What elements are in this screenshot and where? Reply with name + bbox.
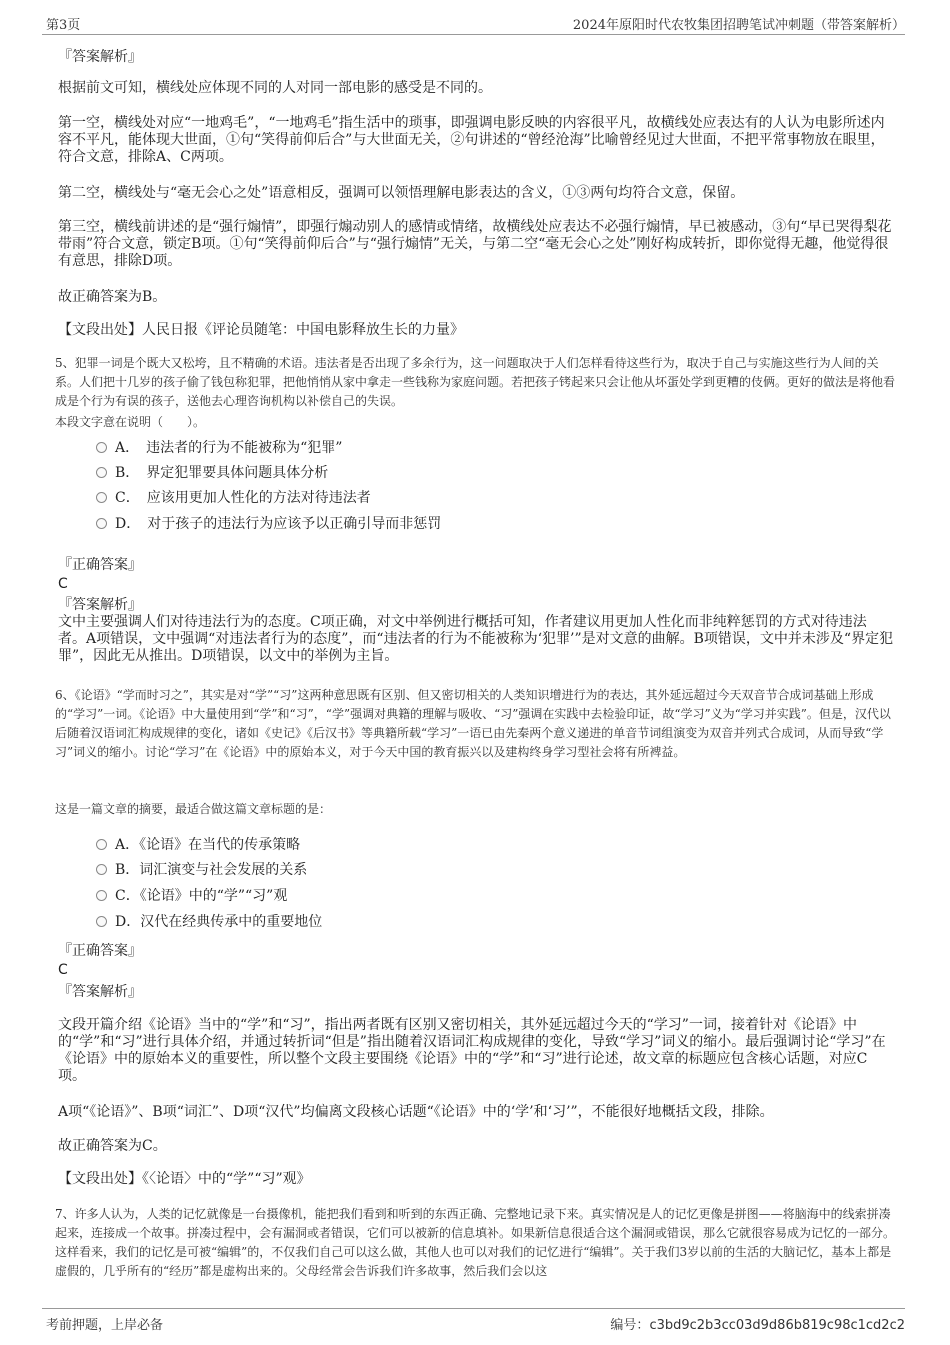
q6-answer-label: 『正确答案』 xyxy=(58,943,142,959)
page-header xyxy=(42,12,905,35)
radio-icon[interactable] xyxy=(96,839,107,850)
page-number: 第3页 xyxy=(46,18,81,33)
q6-source: 【文段出处】《〈论语〉中的“学”“习”观》 xyxy=(58,1171,311,1187)
radio-icon[interactable] xyxy=(96,492,107,503)
footer-slogan: 考前押题，上岸必备 xyxy=(46,1318,164,1333)
radio-icon[interactable] xyxy=(96,467,107,478)
q6-prompt: 这是一篇文章的摘要，最适合做这篇文章标题的是： xyxy=(55,802,332,816)
q4-analysis-p3: 第二空，横线处与“毫无会心之处”语意相反，强调可以领悟理解电影表达的含义，①③两句均符合文意，保留。 xyxy=(58,185,745,201)
radio-icon[interactable] xyxy=(96,890,107,901)
radio-icon[interactable] xyxy=(96,518,107,529)
q6-option-b[interactable]: B．词汇演变与社会发展的关系 xyxy=(96,861,307,879)
q4-analysis-p1: 根据前文可知，横线处应体现不同的人对同一部电影的感受是不同的。 xyxy=(58,80,492,96)
q5-analysis-label: 『答案解析』 xyxy=(58,597,142,613)
q4-analysis-p4: 第三空，横线前讲述的是“强行煽情”，即强行煽动别人的感情或情绪，故横线处应表达不必强行煽情，早已被感动，③句“早已哭得梨花带雨”符合文意，锁定B项。①句“笑得前仰后合”与“强行煽情”无关，与第二空“毫无会心之处”刚好构成转折，即你觉得无趣，他觉得很有意思，排除D项。 xyxy=(58,219,892,269)
q7-stem: 7、许多人认为，人类的记忆就像是一台摄像机，能把我们看到和听到的东西正确、完整地记录下来。真实情况是人的记忆更像是拼图——将脑海中的线索拼凑起来，连接成一个故事。拼凑过程中，会有漏洞或者错误，它们可以被新的信息填补。如果新信息很适合这个漏洞或错误，那么它就很容易成为记忆的一部分。这样看来，我们的记忆是可被“编辑”的，不仅我们自己可以这么做，其他人也可以对我们的记忆进行“编辑”。关于我们3岁以前的生活的大脑记忆，基本上都是虚假的，几乎所有的“经历”都是虚构出来的。父母经常会告诉我们许多故事，然后我们会以这 xyxy=(55,1207,896,1278)
footer-code-value: c3bd9c2b3cc03d9d86b819c98c1cd2c2 xyxy=(649,1318,905,1333)
q5-option-c[interactable]: C． 应该用更加人性化的方法对待违法者 xyxy=(96,489,371,507)
radio-icon[interactable] xyxy=(96,916,107,927)
q6-analysis-2: A项“《论语》”、B项“词汇”、D项“汉代”均偏离文段核心话题“《论语》中的‘学’和‘习’”，不能很好地概括文段，排除。 xyxy=(58,1104,774,1120)
footer-code xyxy=(610,1314,905,1333)
q5-stem: 5、犯罪一词是个既大又松垮，且不精确的术语。违法者是否出现了多余行为，这一问题取决于人们怎样看待这些行为，取决于自己与实施这些行为人间的关系。人们把十几岁的孩子偷了钱包称犯罪，把他悄悄从家中拿走一些钱称为家庭问题。若把孩子铐起来只会让他从坏蛋处学到更糟的伎俩。更好的做法是将他看成是个行为有误的孩子，送他去心理咨询机构以补偿自己的失误。 xyxy=(55,356,896,408)
q4-analysis-p2: 第一空，横线处对应“一地鸡毛”，“一地鸡毛”指生活中的琐事，即强调电影反映的内容很平凡，故横线处应表达有的人认为电影所述内容不平凡，能体现大世面，①句“笑得前仰后合”与大世面无关，②句讲述的“曾经沧海”比喻曾经见过大世面，不把平常事物放在眼里，符合文意，排除A、C两项。 xyxy=(58,115,885,165)
q5-answer: C xyxy=(58,576,68,592)
radio-icon[interactable] xyxy=(96,442,107,453)
q5-option-d[interactable]: D． 对于孩子的违法行为应该予以正确引导而非惩罚 xyxy=(96,515,441,533)
q4-analysis-label: 『答案解析』 xyxy=(58,49,142,65)
q6-option-d[interactable]: D．汉代在经典传承中的重要地位 xyxy=(96,913,322,931)
footer-code-label: 编号： xyxy=(610,1318,650,1333)
q5-option-a[interactable]: A． 违法者的行为不能被称为“犯罪” xyxy=(96,439,342,457)
q5-answer-label: 『正确答案』 xyxy=(58,557,142,573)
q6-conclusion: 故正确答案为C。 xyxy=(58,1138,167,1154)
q6-analysis: 文段开篇介绍《论语》当中的“学”和“习”，指出两者既有区别又密切相关，其外延远超过今天的“学习”一词，接着针对《论语》中的“学”和“习”进行具体介绍，并通过转折词“但是”指出随着汉语词汇构成规律的变化，导致“学习”词义的缩小。最后强调讨论“学习”在《论语》中的原始本义的重要性，所以整个文段主要围绕《论语》中的“学”和“习”进行论述，故文章的标题应包含核心话题，对应C项。 xyxy=(58,1017,886,1084)
q6-answer: C xyxy=(58,962,68,978)
q6-option-c[interactable]: C．《论语》中的“学”“习”观 xyxy=(96,887,287,905)
q4-conclusion: 故正确答案为B。 xyxy=(58,289,167,305)
q4-source: 【文段出处】人民日报《评论员随笔：中国电影释放生长的力量》 xyxy=(58,322,464,338)
q6-analysis-label: 『答案解析』 xyxy=(58,984,142,1000)
q6-stem: 6、《论语》“学而时习之”，其实是对“学”“习”这两种意思既有区别、但又密切相关的人类知识增进行为的表达，其外延远超过今天双音节合成词基础上形成的“学习”一词。《论语》中大量使用到“学”和“习”，“学”强调对典籍的理解与吸收、“习”强调在实践中去检验印证，故“学习”义为“学习并实践”。但是，汉代以后随着汉语词汇构成规律的变化，诸如《史记》《后汉书》等典籍所载“学习”一语已由先秦两个意义递进的单音节词组演变为双音并列式合成词，从而导致“学习”词义的缩小。讨论“学习”在《论语》中的原始本义，对于今天中国的教育振兴以及建构终身学习型社会将有所裨益。 xyxy=(55,688,891,759)
document-title: 2024年原阳时代农牧集团招聘笔试冲刺题（带答案解析） xyxy=(572,18,905,33)
radio-icon[interactable] xyxy=(96,864,107,875)
q5-prompt: 本段文字意在说明（ ）。 xyxy=(55,415,206,429)
q5-option-b[interactable]: B． 界定犯罪要具体问题具体分析 xyxy=(96,464,328,482)
q6-option-a[interactable]: A．《论语》在当代的传承策略 xyxy=(96,836,300,854)
q5-analysis: 文中主要强调人们对待违法行为的态度。C项正确，对文中举例进行概括可知，作者建议用更加人性化而非纯粹惩罚的方式对待违法者。A项错误，文中强调“对违法者行为的态度”，而“违法者的行为不能被称为‘犯罪’”是对文意的曲解。B项错误，文中并未涉及“界定犯罪”，因此无从推出。D项错误，以文中的举例为主旨。 xyxy=(58,614,894,664)
page-footer xyxy=(42,1308,905,1335)
